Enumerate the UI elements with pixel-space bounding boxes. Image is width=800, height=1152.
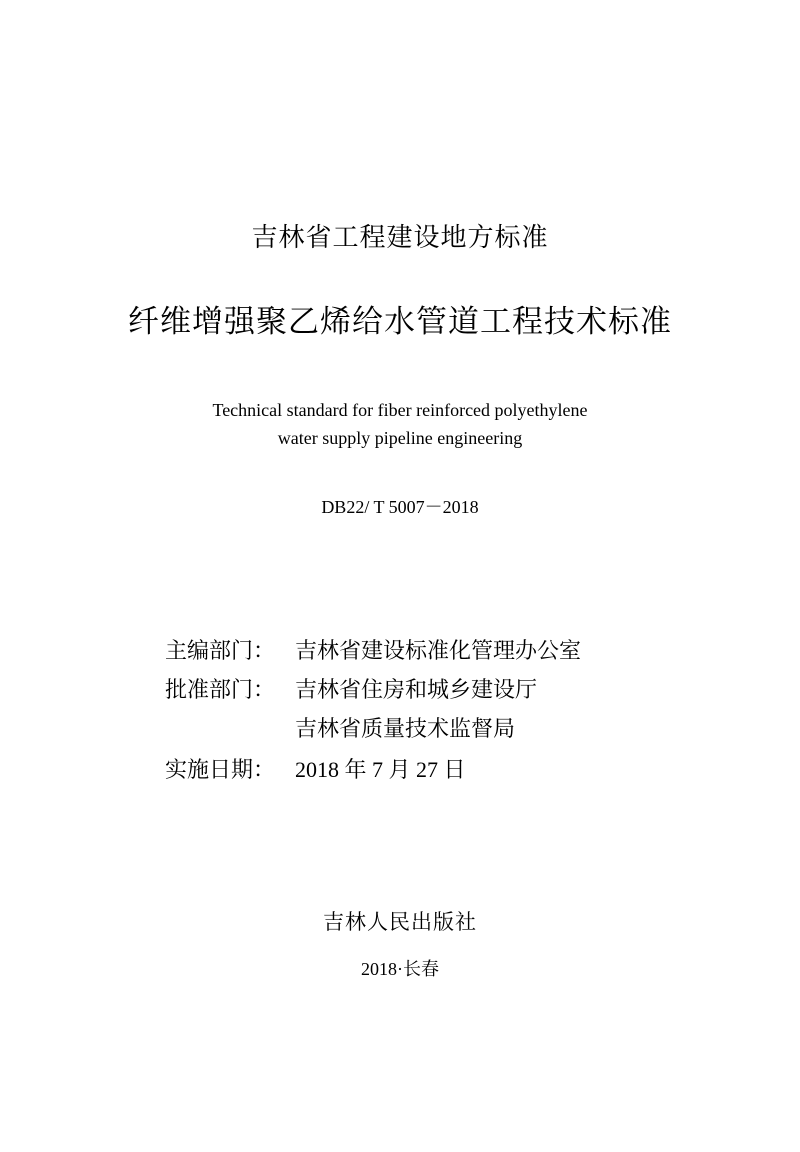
standard-series: 吉林省工程建设地方标准 bbox=[251, 223, 549, 253]
approver-value-1: 吉林省住房和城乡建设厅 bbox=[295, 677, 538, 702]
effective-date-value: 2018 年 7 月 27 日 bbox=[295, 757, 466, 782]
approver-value-2: 吉林省质量技术监督局 bbox=[295, 716, 516, 741]
approver-label: 批准部门： bbox=[165, 677, 276, 702]
editor-label: 主编部门： bbox=[165, 638, 276, 663]
standard-code: DB22/ T 5007－2018 bbox=[321, 497, 479, 517]
effective-date-label: 实施日期： bbox=[165, 757, 276, 782]
document-title: 纤维增强聚乙烯给水管道工程技术标准 bbox=[128, 304, 672, 340]
english-title-line-1: Technical standard for fiber reinforced polyethylene bbox=[212, 400, 588, 420]
publication-place-year: 2018·长春 bbox=[361, 959, 439, 979]
english-title-line-2: water supply pipeline engineering bbox=[277, 428, 523, 448]
publisher: 吉林人民出版社 bbox=[323, 910, 477, 934]
editor-value: 吉林省建设标准化管理办公室 bbox=[295, 638, 582, 663]
